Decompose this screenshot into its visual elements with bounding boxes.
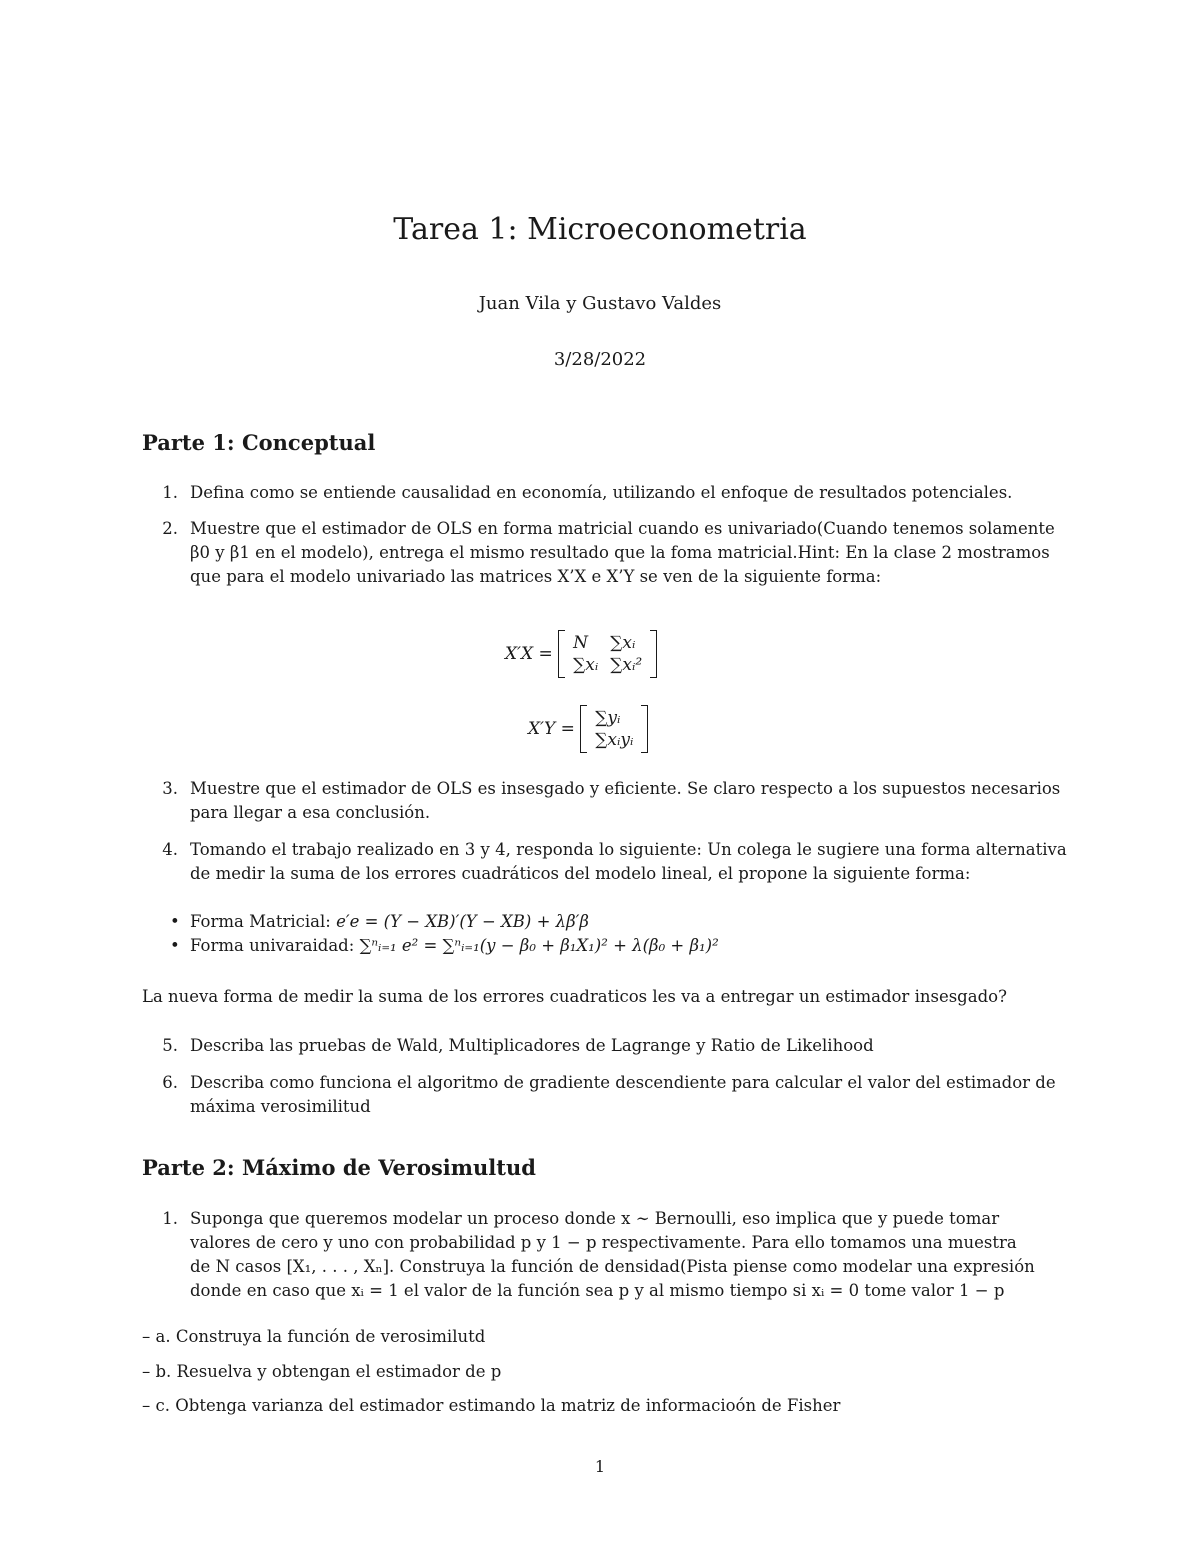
item-text-line: Muestre que el estimador de OLS en forma matricial cuando es univariado(Cuando tenemos solamente — [190, 519, 1055, 538]
bullet-math: ∑ⁿᵢ₌₁ e² = ∑ⁿᵢ₌₁(y − β₀ + β₁X₁)² + λ(β₀ + β₁)² — [359, 936, 719, 955]
item-text-line: de N casos [X₁, . . . , Xₙ]. Construya la función de densidad(Pista piense como modelar una expresión — [190, 1257, 1035, 1276]
sub-item: – b. Resuelva y obtengan el estimador de p — [142, 1362, 502, 1381]
item-text-line: máxima verosimilitud — [190, 1097, 371, 1116]
question-text: La nueva forma de medir la suma de los errores cuadraticos les va a entregar un estimador insesgado? — [142, 987, 1007, 1006]
bullet-item — [190, 910, 1070, 934]
item-text-line: Describa como funciona el algoritmo de gradiente descendiente para calcular el valor del estimador de — [190, 1073, 1056, 1092]
document-authors: Juan Vila y Gustavo Valdes — [478, 293, 722, 314]
matrix-cell: N — [573, 633, 588, 653]
section-heading-part1: Parte 1: Conceptual — [142, 430, 376, 455]
item-number: 3. — [162, 779, 178, 798]
bullet-label: Forma univaraidad: — [190, 936, 355, 955]
item-text-line: donde en caso que xᵢ = 1 el valor de la función sea p y al mismo tiempo si xᵢ = 0 tome valor 1 − p — [190, 1281, 1005, 1300]
bullet-math: e′e = (Y − XB)′(Y − XB) + λβ′β — [336, 912, 589, 931]
matrix-cell: ∑xᵢ — [573, 655, 599, 675]
item-text-line: que para el modelo univariado las matrices X’X e X’Y se ven de la siguiente forma: — [190, 567, 882, 586]
bullet-dot: • — [170, 912, 180, 931]
matrix-xy — [580, 705, 648, 753]
bullet-dot: • — [170, 936, 180, 955]
document-title: Tarea 1: Microeconometria — [393, 212, 807, 247]
sub-item: – c. Obtenga varianza del estimador estimando la matriz de informacioón de Fisher — [142, 1396, 841, 1415]
item-number: 4. — [162, 840, 178, 859]
item-text-line: Suponga que queremos modelar un proceso donde x ∼ Bernoulli, eso implica que y puede tomar — [190, 1209, 1000, 1228]
item-text: Defina como se entiende causalidad en economía, utilizando el enfoque de resultados potenciales. — [190, 483, 1013, 502]
item-text-line: Muestre que el estimador de OLS es insesgado y eficiente. Se claro respecto a los supuestos necesarios — [190, 779, 1061, 798]
equation-lhs: X′Y = — [528, 719, 575, 739]
matrix-cell: ∑xᵢ² — [610, 655, 643, 675]
item-number: 2. — [162, 519, 178, 538]
matrix-cell: ∑yᵢ — [595, 708, 621, 728]
item-text-line: Tomando el trabajo realizado en 3 y 4, responda lo siguiente: Un colega le sugiere una forma alternativa — [190, 840, 1067, 859]
document-date: 3/28/2022 — [553, 349, 647, 370]
sub-item: – a. Construya la función de verosimilutd — [142, 1327, 486, 1346]
bullet-label: Forma Matricial: — [190, 912, 331, 931]
item-number: 5. — [162, 1036, 178, 1055]
equation-xx — [505, 630, 657, 678]
item-text: Describa las pruebas de Wald, Multiplicadores de Lagrange y Ratio de Likelihood — [190, 1036, 874, 1055]
item-text-line: valores de cero y uno con probabilidad p y 1 − p respectivamente. Para ello tomamos una muestra — [190, 1233, 1017, 1252]
equation-lhs: X′X = — [505, 644, 553, 664]
item-number: 1. — [162, 483, 178, 502]
item-text-line: β0 y β1 en el modelo), entrega el mismo resultado que la foma matricial.Hint: En la clase 2 mostramos — [190, 543, 1050, 562]
page-number: 1 — [594, 1457, 606, 1476]
item-number: 6. — [162, 1073, 178, 1092]
matrix-cell: ∑xᵢyᵢ — [595, 730, 634, 750]
item-number: 1. — [162, 1209, 178, 1228]
section-heading-part2: Parte 2: Máximo de Verosimultud — [142, 1155, 536, 1180]
matrix-xx — [558, 630, 657, 678]
equation-xy — [528, 705, 648, 753]
item-text-line: para llegar a esa conclusión. — [190, 803, 431, 822]
matrix-cell: ∑xᵢ — [610, 633, 636, 653]
item-text-line: de medir la suma de los errores cuadráticos del modelo lineal, el propone la siguiente forma: — [190, 864, 971, 883]
bullet-item — [190, 934, 1070, 958]
